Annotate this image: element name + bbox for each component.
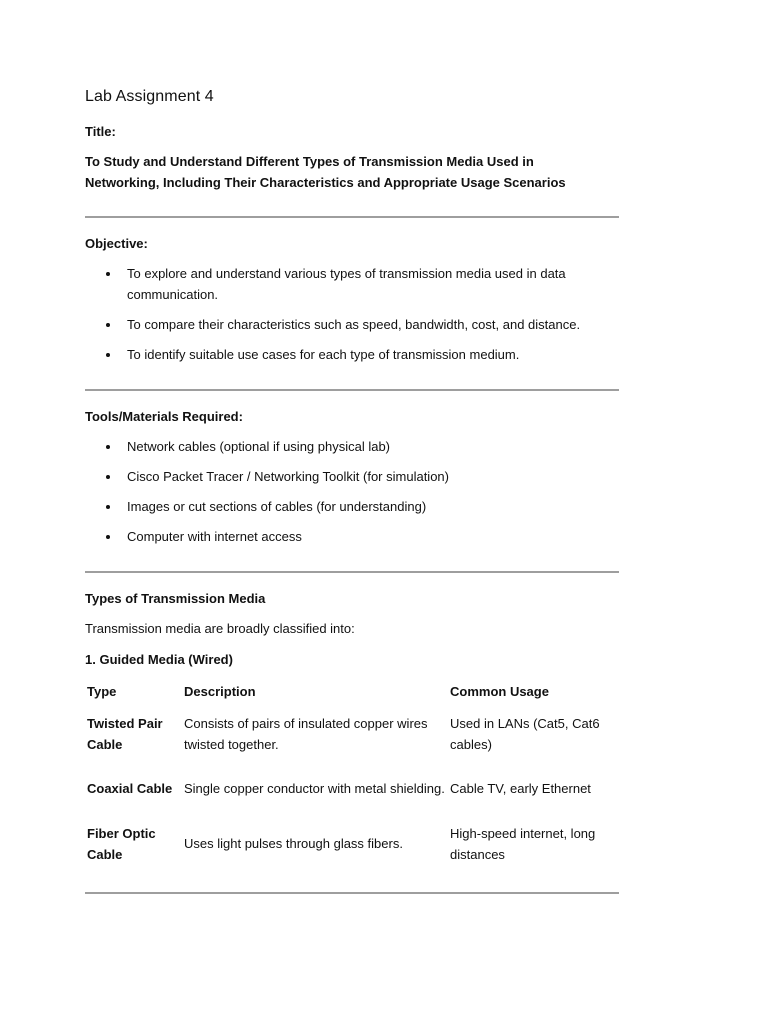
section-divider <box>85 571 619 573</box>
tools-label: Tools/Materials Required: <box>85 409 243 424</box>
tools-list <box>85 436 619 556</box>
bullet-icon <box>106 272 110 276</box>
type-cell: Twisted Pair Cable <box>87 715 163 752</box>
column-header: Common Usage <box>450 683 549 699</box>
column-header: Type <box>87 683 117 699</box>
list-item <box>85 314 619 335</box>
list-item-text: To explore and understand various types of transmission media used in data communication. <box>127 266 566 302</box>
bullet-icon <box>106 505 110 509</box>
bullet-icon <box>106 323 110 327</box>
list-item <box>85 436 619 457</box>
assignment-title: To Study and Understand Different Types of Transmission Media Used in Networking, Including Their Characteristics and Appropriate Usage Scenarios <box>85 154 566 190</box>
section-divider <box>85 389 619 391</box>
bullet-icon <box>106 353 110 357</box>
types-intro: Transmission media are broadly classified into: <box>85 621 355 636</box>
types-label: Types of Transmission Media <box>85 591 266 606</box>
list-item-text: Cisco Packet Tracer / Networking Toolkit (for simulation) <box>127 469 449 484</box>
page-title: Lab Assignment 4 <box>85 88 214 105</box>
section-divider <box>85 216 619 218</box>
table-row <box>85 706 619 761</box>
description-cell: Single copper conductor with metal shielding. <box>184 781 445 796</box>
guided-media-label: 1. Guided Media (Wired) <box>85 652 233 667</box>
list-item-text: Images or cut sections of cables (for understanding) <box>127 499 427 514</box>
table-row <box>85 816 619 871</box>
usage-cell: Used in LANs (Cat5, Cat6 cables) <box>450 715 600 752</box>
list-item <box>85 496 619 517</box>
table-header-row <box>85 676 619 706</box>
objective-label: Objective: <box>85 236 148 251</box>
list-item-text: To compare their characteristics such as speed, bandwidth, cost, and distance. <box>127 317 581 332</box>
objective-list <box>85 263 619 374</box>
list-item-text: Computer with internet access <box>127 529 302 544</box>
usage-cell: High-speed internet, long distances <box>450 825 596 862</box>
guided-media-table <box>85 676 619 871</box>
type-cell: Fiber Optic Cable <box>87 825 156 862</box>
list-item <box>85 466 619 487</box>
section-divider <box>85 892 619 894</box>
bullet-icon <box>106 535 110 539</box>
list-item <box>85 344 619 365</box>
bullet-icon <box>106 475 110 479</box>
table-row <box>85 761 619 816</box>
list-item <box>85 263 619 305</box>
type-cell: Coaxial Cable <box>87 781 173 796</box>
usage-cell: Cable TV, early Ethernet <box>450 781 591 796</box>
title-label: Title: <box>85 124 116 139</box>
description-cell: Consists of pairs of insulated copper wires twisted together. <box>184 715 428 752</box>
column-header: Description <box>184 683 256 699</box>
bullet-icon <box>106 445 110 449</box>
list-item-text: Network cables (optional if using physical lab) <box>127 439 391 454</box>
list-item-text: To identify suitable use cases for each type of transmission medium. <box>127 347 520 362</box>
list-item <box>85 526 619 547</box>
description-cell: Uses light pulses through glass fibers. <box>184 836 403 851</box>
